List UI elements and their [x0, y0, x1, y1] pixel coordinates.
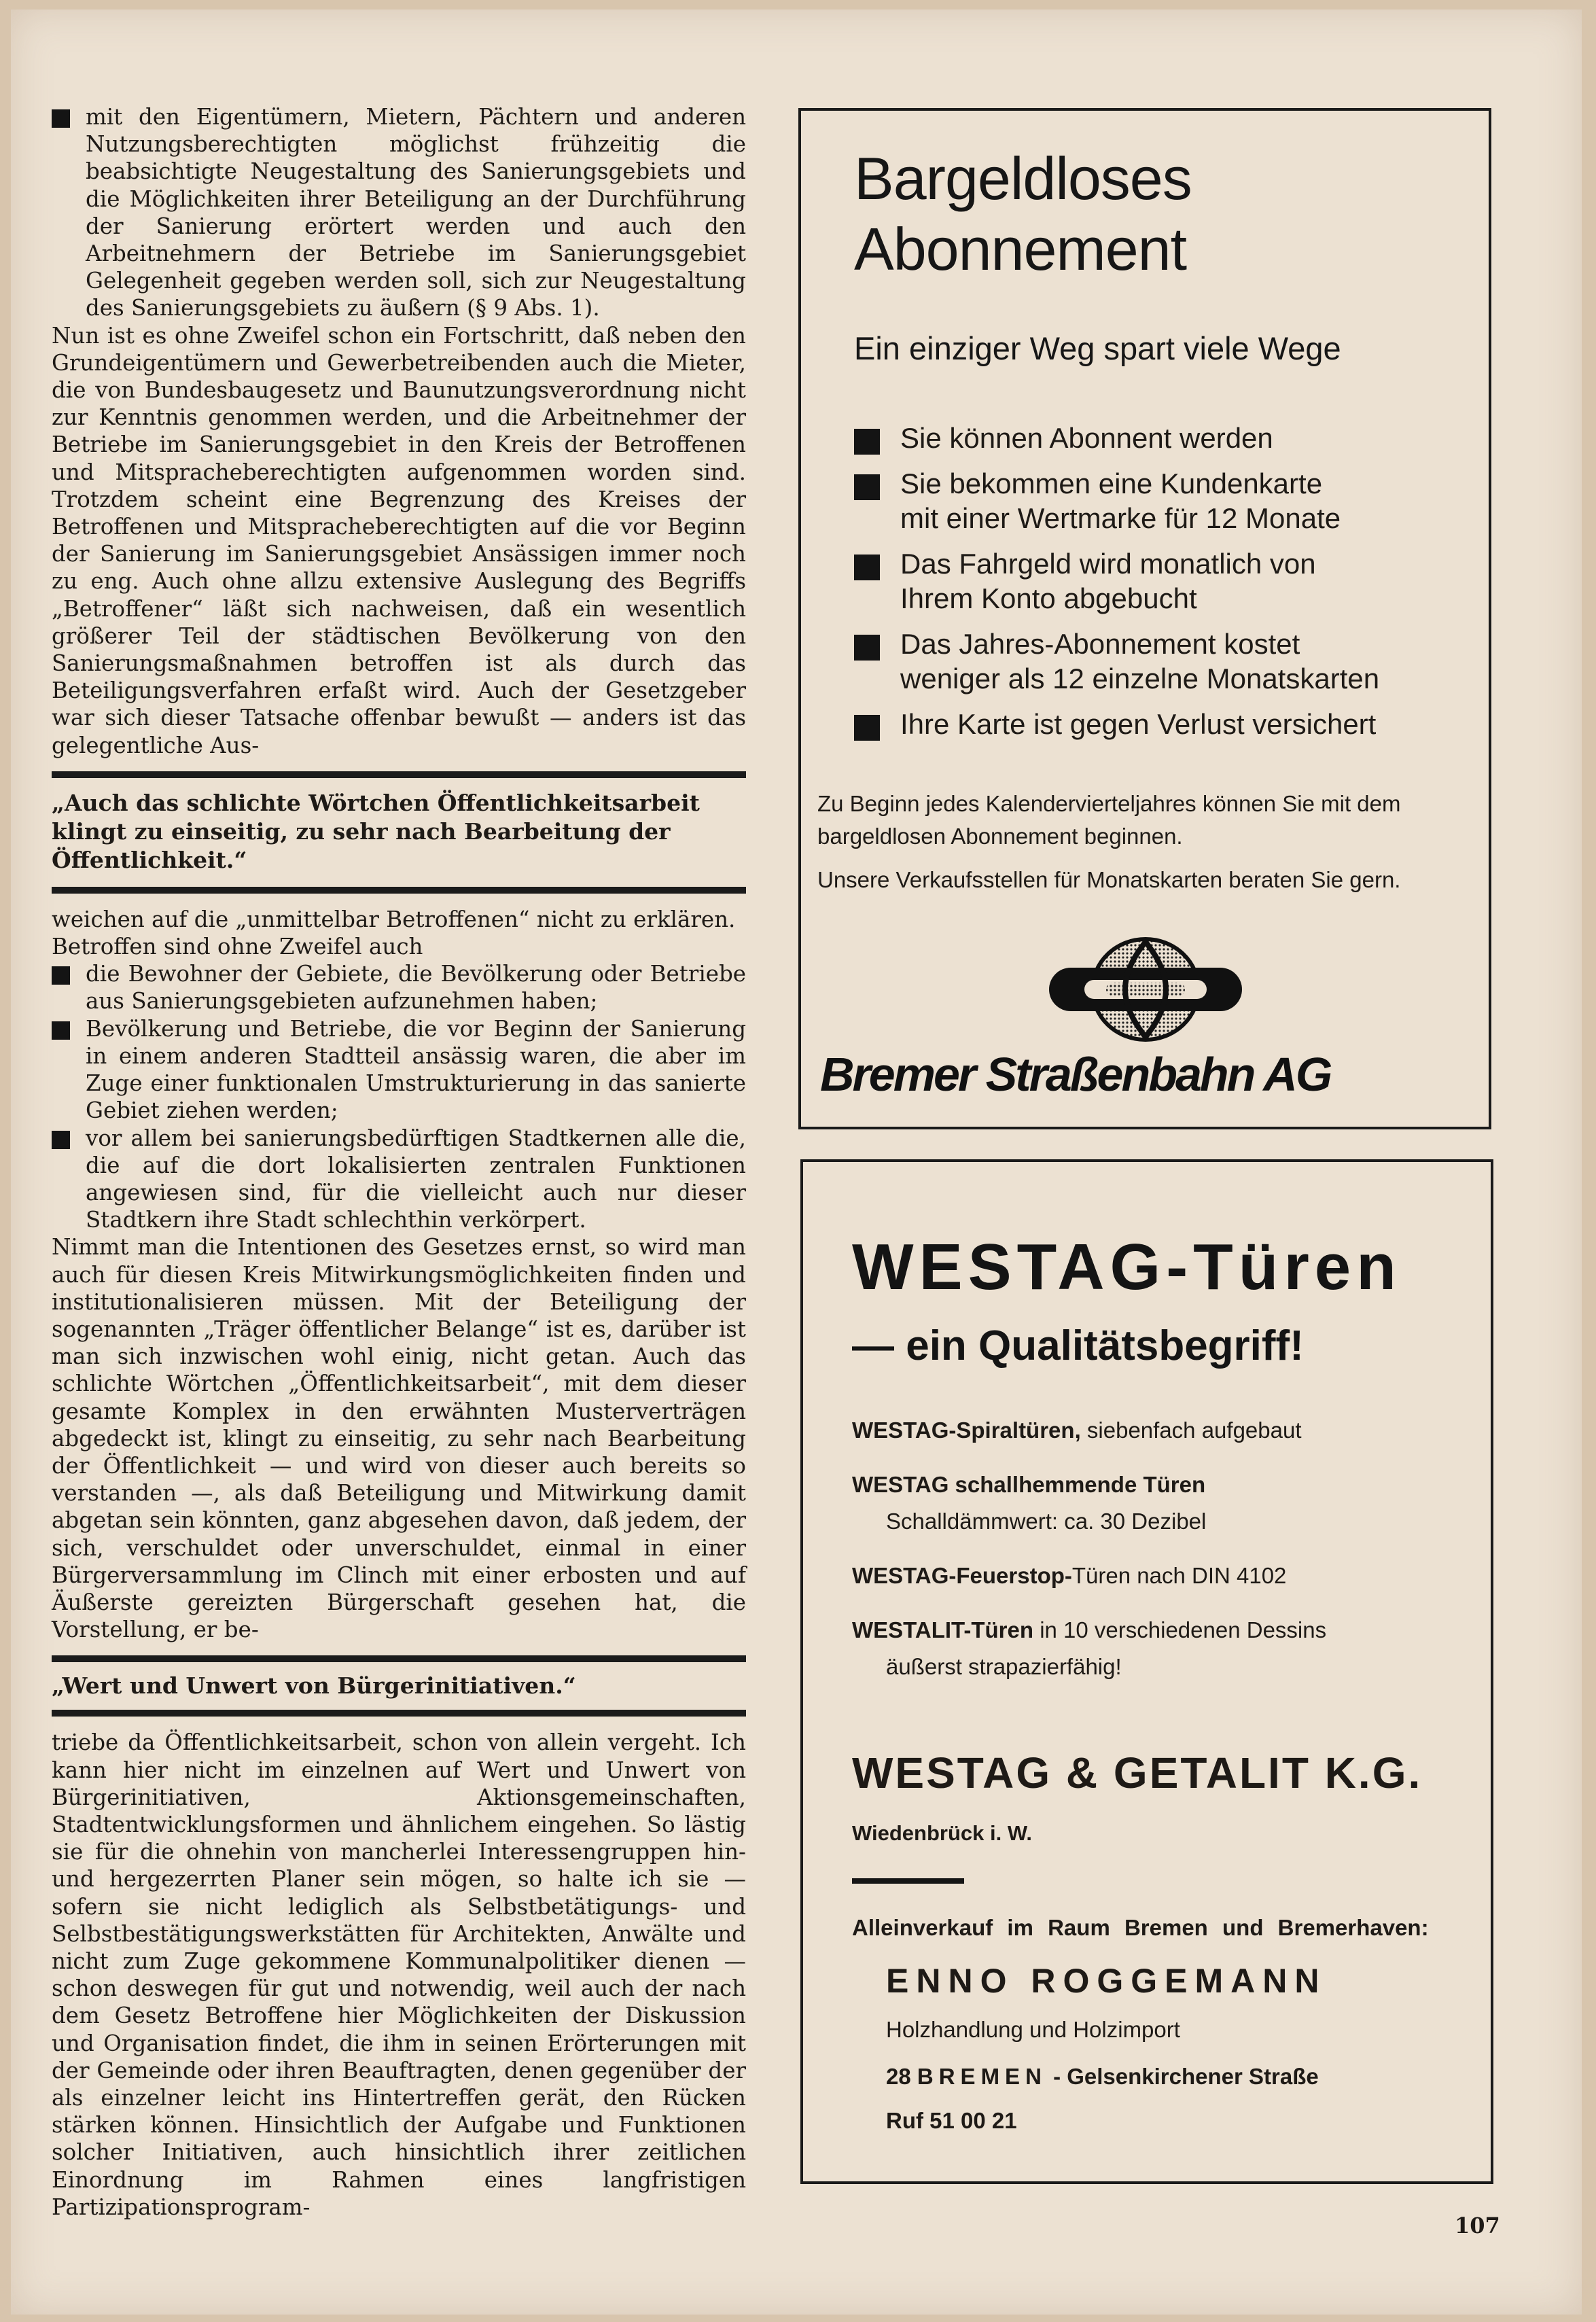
paragraph: Nimmt man die Intentionen des Gesetzes ernst, so wird man auch für diesen Kreis Mitwirkungsmöglichkeiten finden und institutionalisieren müssen. Mit der Beteiligung der sogenannten „Träger öffentlicher Belange“ ist es, darüber ist man sich inzwischen wohl einig, nicht getan. Auch das schlichte Wörtchen „Öffentlichkeitsarbeit“, mit dem dieser gesamte Komplex in den erwähnten Musterverträgen abgedeckt ist, klingt zu einseitig, zu sehr nach Bearbeitung der Öffentlichkeit — und wird von dieser auch bereits so verstanden —, als daß Beteiligung und Mitwirkung damit abgetan sein könnten, ganz abgesehen davon, daß jedem, der sich, verschuldet oder unverschuldet, einmal in einer Bürgerversammlung im Clinch mit einer erbosten und auf Äußerste gereizten Bürgerschaft gesehen hat, die Vorstellung, er be- [52, 1234, 746, 1643]
paragraph: triebe da Öffentlichkeitsarbeit, schon von allein vergeht. Ich kann hier nicht im einzelnen auf Wert und Unwert von Bürgerinitiativen, Aktionsgemeinschaften, Stadtentwicklungsformen und ähnlichem eingehen. So lästig sie für die ohnehin von mancherlei Interessengruppen hin- und hergezerrten Planer sein mögen, so halte ich sie — sofern sie nicht lediglich als Selbstbetätigungs- und Selbstbestätigungswerkstätten für Architekten, Anwälte und nicht zum Zuge gekommene Kommunalpolitiker dienen — schon deswegen für gut und notwendig, weil auch der nach dem Gesetz Betroffene hier Möglichkeiten der Diskussion und Organisation findet, die ihm in seinen Erörterungen mit der Gemeinde oder ihren Beauftragten, denen gegenüber der als einzelner leicht ins Hintertreffen gerät, den Rücken stärken können. Hinsichtlich der Aufgabe und Funktionen solcher Initiativen, auch hinsichtlich ihrer zeitlichen Einordnung im Rahmen eines langfristigen Partizipationsprogram- [52, 1729, 746, 2220]
tram-advertisement [798, 108, 1491, 1129]
product-line: WESTAG schallhemmende Türen Schalldämmwert: ca. 30 Dezibel [852, 1472, 1207, 1534]
list-item: Das Jahres-Abonnement kostet weniger als 12 einzelne Monatskarten [854, 627, 1379, 696]
paragraph: Betroffen sind ohne Zweifel auch [52, 934, 423, 960]
bsag-logo-icon [1044, 935, 1247, 1044]
dealer-trade: Holzhandlung und Holzimport [886, 2017, 1180, 2042]
ad-info: Zu Beginn jedes Kalendervierteljahres können Sie mit dem bargeldlosen Abonnement beginnen. Unsere Verkaufsstellen für Monatskarten beraten Sie gern. [817, 791, 1401, 892]
paragraph: Nun ist es ohne Zweifel schon ein Fortschritt, daß neben den Grundeigentümern und Gewerbetreibenden auch die Mieter, die von Bundesbaugesetz und Baunutzungsverordnung nicht zur Kenntnis genommen werden, und die Arbeitnehmer der Betriebe im Sanierungsgebiet in den Kreis der Betroffenen und Mitspracheberechtigten aufgenommen worden sind. Trotzdem scheint eine Begrenzung des Kreises der Betroffenen und Mitspracheberechtigten auf die vor Beginn der Sanierung im Sanierungsgebiet Ansässigen immer noch zu eng. Auch ohne allzu extensive Auslegung des Begriffs „Betroffener“ läßt sich nachweisen, daß ein wesentlich größerer Teil der städtischen Bevölkerung von den Sanierungsmaßnahmen betroffen ist als durch das Beteiligungsverfahren erfaßt wird. Auch der Gesetzgeber war sich dieser Tatsache offenbar bewußt — anders ist das gelegentliche Aus- [52, 322, 746, 758]
company-location: Wiedenbrück i. W. [852, 1821, 1032, 1845]
product-list [852, 1412, 1326, 1703]
ad-subtitle: Ein einziger Weg spart viele Wege [854, 330, 1341, 366]
brand-name: Bremer Straßenbahn AG [820, 1048, 1331, 1101]
dealer-address: 28 BREMEN - Gelsenkirchener Straße [886, 2064, 1319, 2089]
pull-quote: „Wert und Unwert von Bürgerinitiativen.“ [52, 1655, 746, 1717]
intro-bullet: mit den Eigentümern, Mietern, Pächtern und anderen Nutzungsberechtigten möglichst frühzeitig die beabsichtigte Neugestaltung des Sanierungsgebiets und die Möglichkeiten ihrer Beteiligung an der Durchführung der Sanierung erörtert werden und auch den Arbeitnehmern der Betriebe im Sanierungsgebiet Gelegenheit gegeben werden soll, sich zur Neugestaltung des Sanierungsgebiets zu äußern (§ 9 Abs. 1). [52, 103, 746, 322]
page-number: 107 [1455, 2213, 1500, 2238]
paragraph: weichen auf die „unmittelbar Betroffenen“ nicht zu erklären. [52, 906, 736, 932]
company-name: WESTAG & GETALIT K.G. [852, 1748, 1423, 1797]
pull-quote: „Auch das schlichte Wörtchen Öffentlichkeitsarbeit klingt zu einseitig, zu sehr nach Bearbeitung der Öffentlichkeit.“ [52, 771, 746, 894]
product-line: WESTALIT-Türen in 10 verschiedenen Dessins äußerst strapazierfähig! [852, 1617, 1327, 1679]
list-item: die Bewohner der Gebiete, die Bevölkerung oder Betriebe aus Sanierungsgebieten aufzunehmen haben; [52, 960, 746, 1015]
ad-title: WESTAG-Türen [852, 1231, 1402, 1303]
divider [852, 1878, 964, 1884]
dealer-phone: Ruf 51 00 21 [886, 2108, 1017, 2133]
list-item: Sie können Abonnent werden [854, 421, 1379, 455]
article-column [52, 103, 746, 2221]
list-item: vor allem bei sanierungsbedürftigen Stadtkernen alle die, die auf die dort lokalisierten zentralen Funktionen angewiesen sind, für die vielleicht auch nur dieser Stadtkern ihre Stadt schlechthin verkörpert. [52, 1125, 746, 1234]
list-item: Bevölkerung und Betriebe, die vor Beginn der Sanierung in einem anderen Stadtteil ansässig waren, die aber im Zuge einer funktionalen Umstrukturierung in das sanierte Gebiet ziehen werden; [52, 1015, 746, 1125]
product-line: WESTAG-Feuerstop-Türen nach DIN 4102 [852, 1563, 1287, 1588]
dealer-name: ENNO ROGGEMANN [886, 1962, 1327, 2000]
page-sheet [11, 10, 1582, 2315]
product-line: WESTAG-Spiraltüren, siebenfach aufgebaut [852, 1418, 1302, 1443]
ad-tagline: — ein Qualitätsbegriff! [852, 1322, 1304, 1369]
list-item: Sie bekommen eine Kundenkarte mit einer Wertmarke für 12 Monate [854, 466, 1379, 535]
list-item: Das Fahrgeld wird monatlich von Ihrem Konto abgebucht [854, 546, 1379, 616]
ad-headline: Bargeldloses Abonnement [854, 145, 1192, 283]
westag-advertisement [800, 1159, 1493, 2184]
ad-benefit-list [854, 421, 1379, 752]
sole-sale-note: Alleinverkauf im Raum Bremen und Bremerhaven: [852, 1915, 1429, 1940]
list-item: Ihre Karte ist gegen Verlust versichert [854, 707, 1379, 741]
